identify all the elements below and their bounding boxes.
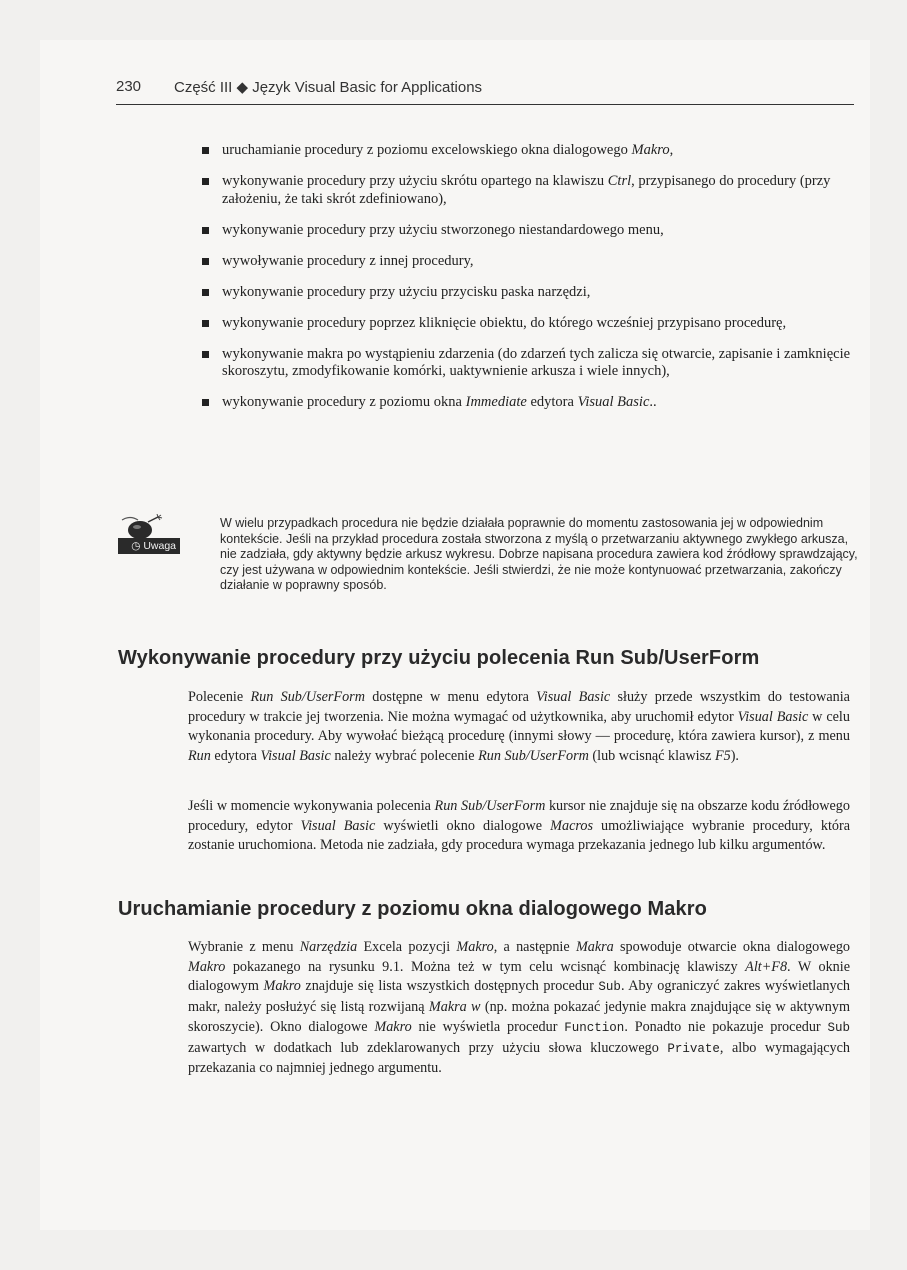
bullet-square-icon xyxy=(202,289,209,296)
section-heading: Uruchamianie procedury z poziomu okna dialogowego Makro xyxy=(118,898,707,920)
bullet-square-icon xyxy=(202,147,209,154)
list-item: wykonywanie procedury przy użyciu stworzonego niestandardowego menu, xyxy=(202,222,852,240)
bullet-list xyxy=(202,142,852,425)
clock-icon: ◷ xyxy=(131,540,144,552)
bullet-square-icon xyxy=(202,227,209,234)
section-heading: Wykonywanie procedury przy użyciu polecenia Run Sub/UserForm xyxy=(118,647,760,669)
note-text: W wielu przypadkach procedura nie będzie działała poprawnie do momentu zastosowania jej w odpowiednim kontekście. Jeśli na przykład procedura została stworzona z myślą o przetwarzaniu aktywnego zwykłego arkusza, nie zadziała, gdy aktywny będzie arkusz wykresu. Dobrze napisana procedura zawiera kod źródłowy sprawdzający, czy jest używana w odpowiednim kontekście. Jeśli stwierdzi, że nie może kontynuować przetwarzania, zakończy działanie w poprawny sposób. xyxy=(220,516,858,593)
bullet-square-icon xyxy=(202,351,209,358)
list-item: wywoływanie procedury z innej procedury, xyxy=(202,253,852,271)
list-item: uruchamianie procedury z poziomu excelowskiego okna dialogowego Makro, xyxy=(202,142,852,160)
page-number: 230 xyxy=(116,78,142,95)
list-item: wykonywanie procedury z poziomu okna Immediate edytora Visual Basic.. xyxy=(202,394,852,412)
bullet-square-icon xyxy=(202,399,209,406)
list-item: wykonywanie procedury poprzez kliknięcie obiektu, do którego wcześniej przypisano procedurę, xyxy=(202,315,852,333)
list-item: wykonywanie procedury przy użyciu skrótu opartego na klawiszu Ctrl, przypisanego do procedury (przy założeniu, że taki skrót zdefiniowano), xyxy=(202,173,852,208)
paragraph: Polecenie Run Sub/UserForm dostępne w menu edytora Visual Basic służy przede wszystkim do testowania procedury w trakcie jej tworzenia. Nie można wymagać od użytkownika, aby uruchomił edytor Visual Basic w celu wykonania procedury. Aby wywołać bieżącą procedurę (innymi słowy — procedurę, która zawiera kursor), z menu Run edytora Visual Basic należy wybrać polecenie Run Sub/UserForm (lub wcisnąć klawisz F5). xyxy=(188,689,850,765)
bullet-square-icon xyxy=(202,258,209,265)
paragraph: Jeśli w momencie wykonywania polecenia Run Sub/UserForm kursor nie znajduje się na obszarze kodu źródłowego procedury, edytor Visual Basic wyświetli okno dialogowe Macros umożliwiające wybranie procedury, która zostanie uruchomiona. Metoda nie zadziała, gdy procedura wymaga przekazania jednego lub kilku argumentów. xyxy=(188,798,850,854)
note-badge: ◷ Uwaga xyxy=(118,538,180,554)
list-item: wykonywanie procedury przy użyciu przycisku paska narzędzi, xyxy=(202,284,852,302)
running-header xyxy=(116,74,854,105)
running-title: Część III ◆ Język Visual Basic for Applications xyxy=(174,79,483,96)
paragraph: Wybranie z menu Narzędzia Excela pozycji Makro, a następnie Makra spowoduje otwarcie okna dialogowego Makro pokazanego na rysunku 9.1. Można też w tym celu wcisnąć kombinację klawiszy Alt+F8. W oknie dialogowym Makro znajduje się lista wszystkich dostępnych procedur Sub. Aby ograniczyć zakres wyświetlanych makr, należy posłużyć się listą rozwijaną Makra w (np. można pokazać jedynie makra znajdujące się w aktywnym skoroszycie). Okno dialogowe Makro nie wyświetla procedur Function. Ponadto nie pokazuje procedur Sub zawartych w dodatkach lub zdeklarowanych przy użyciu słowa kluczowego Private, albo wymagających przekazania co najmniej jednego argumentu. xyxy=(188,939,851,1077)
list-item: wykonywanie makra po wystąpieniu zdarzenia (do zdarzeń tych zalicza się otwarcie, zapisanie i zamknięcie skoroszytu, zmodyfikowanie komórki, uaktywnienie arkusza i wiele innych), xyxy=(202,346,852,381)
bullet-square-icon xyxy=(202,178,209,185)
note-box xyxy=(118,514,858,629)
bullet-square-icon xyxy=(202,320,209,327)
